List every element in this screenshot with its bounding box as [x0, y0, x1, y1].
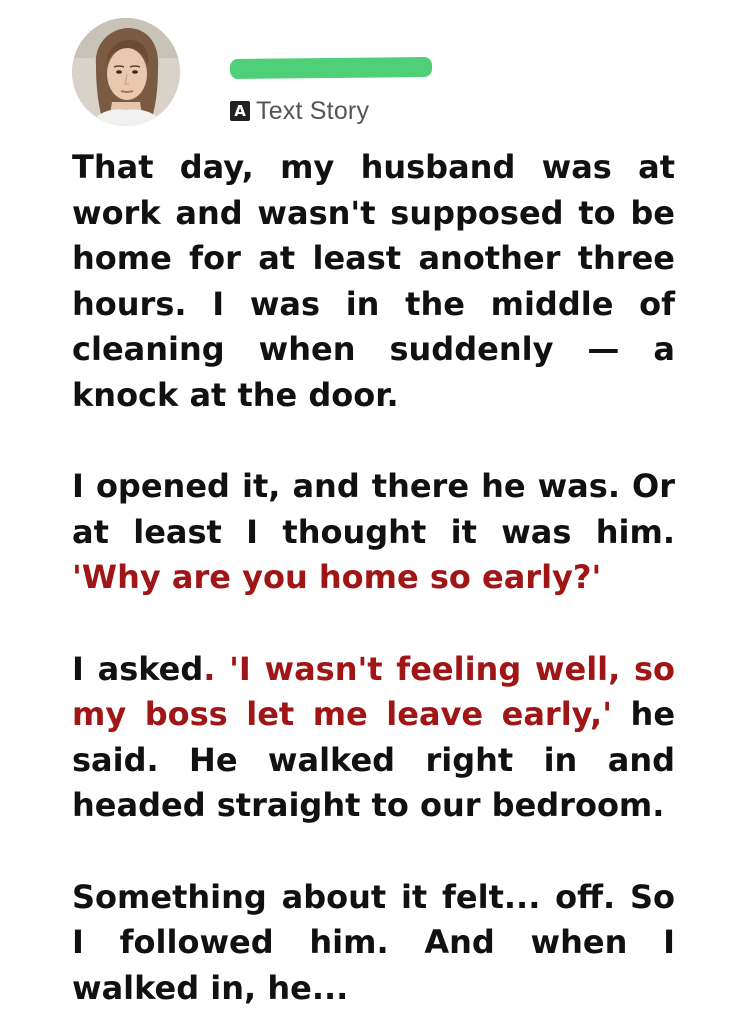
story-type-text: Text Story — [256, 96, 370, 125]
story-paragraph-1 — [72, 145, 675, 418]
text-story-icon: A — [230, 101, 250, 121]
paragraph-2-quote: 'Why are you home so early?' — [72, 558, 602, 596]
story-type-label — [230, 96, 369, 126]
story-header — [0, 0, 745, 140]
paragraph-4-text: Something about it felt... off. So I followed him. And when I walked in, he... — [72, 877, 675, 1007]
paragraph-3-text-b: he said. He walked right in and headed straight to our bedroom. — [72, 695, 676, 824]
story-paragraph-4 — [72, 875, 675, 1012]
author-avatar[interactable] — [72, 18, 180, 126]
paragraph-1-text: That day, my husband was at work and wasn't supposed to be home for at least another three hours. I was in the middle of cleaning when suddenly — a knock at the door. — [72, 148, 675, 414]
paragraph-2-text: I opened it, and there he was. Or at least I thought it was him. — [72, 467, 675, 551]
paragraph-3-quote: . 'I wasn't feeling well, so my boss let me leave early,' — [72, 649, 676, 733]
story-paragraph-3 — [72, 647, 675, 829]
avatar-portrait-icon — [72, 18, 180, 126]
paragraph-3-text-a: I asked — [72, 649, 204, 688]
story-paragraph-2 — [72, 464, 675, 601]
author-name-redaction — [230, 57, 432, 79]
story-body — [72, 145, 675, 1011]
